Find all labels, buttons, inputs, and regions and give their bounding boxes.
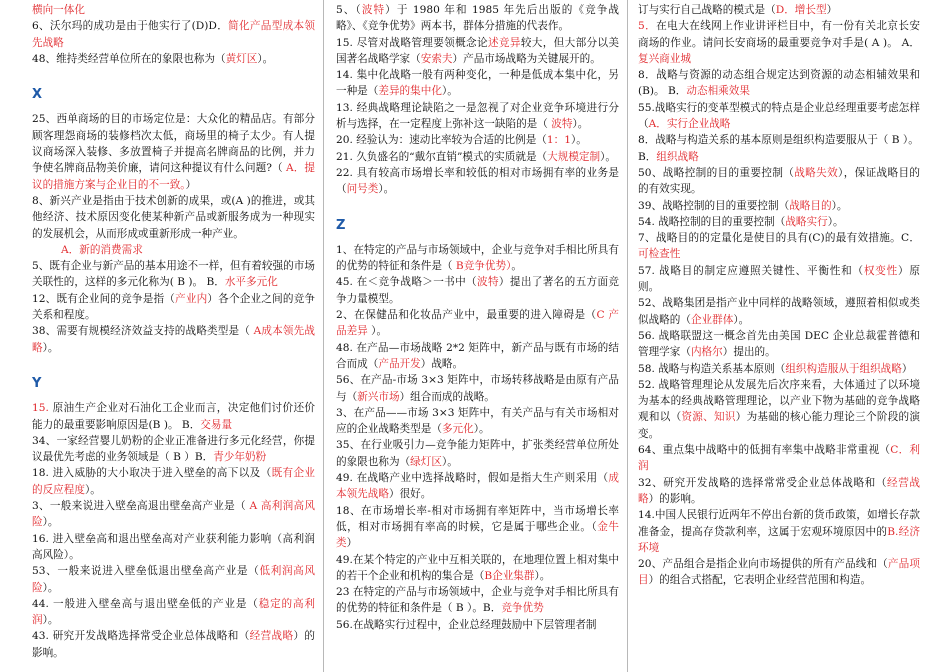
- question-item: [638, 214, 920, 230]
- answer-text: 战略实行: [785, 215, 828, 228]
- answer-text: 多元化: [441, 423, 474, 436]
- question-item: [336, 100, 619, 133]
- question-text: 12、既有企业间的竞争是指（: [32, 292, 176, 305]
- question-item: [638, 507, 920, 556]
- question-text: 54. 战略控制的目的重要控制（: [638, 215, 786, 228]
- question-text: ）于 1980 年和 1985 年先后出版的《竞争战略》、《竞争优势》两本书，群体分措施的代表作。: [336, 4, 619, 33]
- question-item: [336, 242, 619, 275]
- question-item: [638, 2, 920, 18]
- section-letter-heading: Y: [32, 375, 42, 391]
- column-divider-1: [323, 0, 324, 672]
- question-item: [32, 258, 315, 291]
- question-text: 50、战略控制的目的重要控制（: [638, 166, 795, 179]
- answer-text: A．新的消费需求: [61, 243, 143, 256]
- answer-text: 竞争优势: [501, 602, 544, 615]
- section-letter-heading: X: [32, 87, 43, 103]
- question-item: [336, 617, 619, 633]
- question-item: [638, 67, 920, 100]
- question-text: 1、在特定的产品与市场领域中，企业与竞争对手相比所具有的优势的特征和条件是（: [336, 243, 619, 273]
- question-item: [638, 132, 920, 148]
- question-text: 49.在某个特定的产业中互相关联的，在地理位置上相对集中的若干个企业和机构的集合是（: [336, 553, 619, 582]
- question-text: 14. 集中化战略一般有两种变化，一种是低成本集中化，另一种是（: [336, 69, 619, 98]
- question-item: [336, 67, 619, 100]
- question-text: ）组合而成的战略。: [399, 390, 495, 403]
- question-item: [638, 263, 920, 296]
- question-item: [336, 149, 619, 165]
- answer-text: 横向一体化: [32, 4, 85, 16]
- question-item: [638, 442, 920, 475]
- answer-text: 水平多元化: [224, 276, 278, 289]
- question-text: 57. 战略目的制定应遵照关键性、平衡性和（: [638, 264, 864, 277]
- question-item: [638, 18, 920, 67]
- answer-text: 波特: [361, 4, 386, 16]
- question-item: [336, 552, 619, 585]
- question-item: [638, 556, 920, 589]
- question-text: 23 在特定的产品与市场领域中，企业与竞争对手相比所具有的优势的特征和条件是（ B ）。B．: [336, 586, 619, 615]
- question-item: [638, 230, 920, 263]
- question-item: [32, 531, 315, 564]
- answer-text: 既有企业的反应程度: [32, 467, 316, 496]
- answer-text: A．提议的措施方案与企业目的不一致。: [32, 162, 315, 191]
- question-text: ）很好。: [388, 488, 432, 501]
- question-text: 64、重点集中战略中的低拥有率集中战略非常重视（: [638, 444, 891, 457]
- question-text: 52. 战略管理理论从发展先后次序来看，大体通过了以环境为基本的经典战略管理理论，以产业下物为基础的竞争战略观和以（: [638, 378, 920, 424]
- question-text: 3、在产品——市场 3×3 矩阵中，有关产品与有关市场相对应的企业战略类型是（: [336, 406, 619, 436]
- question-text: 16. 进入壁垒高和退出壁垒高对产业获利能力影响（高利润高风险）。: [32, 532, 315, 561]
- text-column-3: [638, 2, 920, 589]
- question-text: ）的影响。: [648, 492, 702, 505]
- answer-text: 产品项目: [638, 558, 920, 587]
- question-item: [32, 465, 315, 498]
- answer-text: A．实行企业战略: [648, 118, 731, 131]
- answer-text: 述竞异: [487, 36, 521, 49]
- question-text: 13. 经典战略理论缺陷之一是忽视了对企业竞争环境进行分析与选择，在一定程度上弥补这一缺陷的是（: [336, 101, 619, 131]
- spacer: [32, 356, 315, 376]
- question-text: 15. 尽管对战略管理要领概念论: [336, 36, 488, 49]
- answer-text: 内格尔: [690, 346, 723, 359]
- question-text: 14.中国人民银行近两年不停出台新的货币政策，如增长存款准备金，提高存贷款利率，这属于宏观环境原因中的: [638, 509, 920, 538]
- question-text: 32、研究开发战略的选择常常受企业总体战略和（: [638, 476, 888, 489]
- question-text: ）提出的。: [722, 346, 776, 359]
- answer-text: 经营战略: [638, 476, 921, 505]
- question-text: ）。: [441, 455, 458, 468]
- spacer: [32, 67, 315, 87]
- question-item: [32, 498, 315, 531]
- answer-text: 问号类: [346, 183, 379, 196]
- question-item: [336, 437, 619, 470]
- question-text: ）: [901, 362, 913, 375]
- question-item: [32, 51, 315, 67]
- answer-text: D．增长型: [775, 4, 827, 16]
- question-text: 35、在行业吸引力—竞争能力矩阵中，扩张类经营单位所处的象限也称为（: [336, 439, 619, 468]
- question-text: ）。: [441, 85, 458, 98]
- answer-text: A 高利润高风险: [32, 500, 315, 529]
- question-item: [336, 132, 619, 148]
- question-text: 。: [511, 260, 522, 273]
- column-divider-2: [627, 0, 628, 672]
- section-letter-heading: Z: [336, 217, 346, 233]
- answer-text: 动态相乘效果: [686, 85, 750, 98]
- question-item: [32, 563, 315, 596]
- answer-text: 安索夫: [420, 52, 453, 65]
- answer-text: 新兴市场: [357, 390, 400, 403]
- question-text: ）原则。: [638, 264, 921, 294]
- question-text: 56. 战略联盟这一概念首先由美国 DEC 企业总裁霍普德和管理学家（: [638, 329, 920, 359]
- question-text: 48、维持类经营单位所在的象限也称为（: [32, 52, 226, 65]
- answer-text: 差异的集中化: [378, 85, 442, 98]
- spacer: [336, 234, 619, 242]
- question-text: 44. 一般进入壁垒高与退出壁垒低的产业是（: [32, 597, 259, 610]
- question-text: 56、在产品-市场 3×3 矩阵中，市场转移战略是由原有产品与（: [336, 374, 619, 403]
- question-text: 38、需要有规模经济效益支持的战略类型是（: [32, 325, 254, 338]
- question-text: 8．战略与资源的动态组合规定达到资源的动态相辅效果和(B)。 B．: [638, 69, 920, 98]
- question-text: 在电大在线网上作业讲评栏目中，有一份有关北京长安商场的作业。请问长安商场的最重要竞争对手是( A )。 A．: [638, 20, 920, 49]
- question-text: 原油生产企业对石油化工企业而言，决定他们讨价还价能力的最重要影响原因是(B )。 B．: [32, 402, 315, 431]
- question-text: ）。: [600, 150, 616, 163]
- answer-text: 波特: [551, 118, 573, 131]
- question-text: ）。: [378, 183, 395, 196]
- answer-text: 金牛类: [336, 520, 619, 550]
- answer-text: 简化产品型成本领先战略: [32, 20, 316, 49]
- spacer: [32, 392, 315, 400]
- question-text: 7、战略目的的定量化是使目的具有(C)的最有效措施。C．: [638, 232, 920, 245]
- answer-text: 成本领先战略: [336, 472, 619, 501]
- question-text: ）产品市场战略为关键展开的。: [452, 52, 601, 65]
- answer-text: C．利润: [638, 444, 921, 473]
- question-text: 25、西单商场的目的市场定位是：大众化的精品店。有部分顾客理怨商场的装修档次太低，商场里的椅子太少。有人提议商场深入装修、多放置椅子并提高名牌商品的比例，并力争使名牌商品物美价廉，请问这种提议有什么问题?（: [32, 113, 315, 175]
- question-text: 55.战略实行的变革型模式的特点是企业总经理重要考虑怎样（: [638, 101, 920, 131]
- question-text: 20、产品组合是指企业向市场提供的所有产品线和（: [638, 558, 888, 571]
- question-text: 6、沃尔玛的成功是由于他实行了(D)D．: [32, 20, 229, 33]
- question-item: [638, 100, 920, 133]
- question-text: ）为基础的核心能力理论三个阶段的演变。: [638, 411, 921, 440]
- answer-text: 绿灯区: [410, 455, 442, 468]
- answer-text: 稳定的高利润: [32, 597, 315, 627]
- question-text: ）各个企业之间的竞争关系和程度。: [32, 292, 316, 322]
- question-item: [336, 307, 619, 340]
- answer-text: B.经济环境: [638, 525, 921, 554]
- question-text: ）: [826, 4, 838, 16]
- question-item: [336, 584, 619, 617]
- answer-text: 产品开发: [378, 357, 421, 370]
- question-item: [336, 372, 619, 405]
- answer-text: 低利润高风险: [32, 565, 315, 594]
- question-text: 8．战略与构造关系的基本原则是组织构造要服从于（ B ）。: [638, 134, 919, 147]
- answer-text: 波特: [477, 276, 499, 289]
- question-item: [336, 470, 619, 503]
- question-item: [32, 2, 315, 18]
- answer-text: 战略目的: [789, 199, 832, 212]
- question-text: ）的影响。: [32, 630, 315, 659]
- text-column-2: [336, 2, 619, 633]
- question-text: 43. 研究开发战略选择常受企业总体战略和（: [32, 630, 250, 643]
- question-item: [638, 165, 920, 198]
- question-text: 56.在战略实行过程中，企业总经理鼓励中下层管理者制: [336, 618, 597, 631]
- question-item: [336, 165, 619, 198]
- question-item: [32, 596, 315, 629]
- spacer: [336, 198, 619, 218]
- question-text: ）。: [84, 483, 101, 496]
- question-item: [336, 2, 619, 35]
- question-text: ）提出了著名的五方面竞争力量模型。: [336, 276, 620, 305]
- question-item: [336, 405, 619, 438]
- answer-text: 1：1: [546, 134, 571, 147]
- question-text: ）。: [831, 199, 848, 212]
- answer-text: 战略失效: [794, 166, 839, 179]
- question-text: ）。: [473, 423, 490, 436]
- question-item: [32, 242, 315, 258]
- answer-text: 可检查性: [638, 248, 681, 261]
- question-item: [336, 503, 619, 552]
- answer-text: 交易量: [200, 418, 233, 431]
- question-text: 49. 在战略产业中选择战略时，假如是指大生产则采用（: [336, 472, 609, 485]
- answer-text: 企业群体: [690, 313, 734, 326]
- question-item: [638, 198, 920, 214]
- question-text: 订与实行自己战略的模式是（: [638, 4, 776, 16]
- answer-text: 黄灯区: [225, 52, 258, 65]
- answer-text: B竞争优势）: [455, 260, 512, 273]
- question-text: ）。: [257, 52, 274, 65]
- question-text: 5、既有企业与新产品的基本用途不一样，但有着较强的市场关联性的，这样的多元化称为( B )。 B．: [32, 260, 315, 289]
- answer-text: B企业集群: [484, 569, 535, 582]
- question-text: 39、战略控制的目的重要控制（: [638, 199, 790, 212]
- answer-text: 青少年奶粉: [213, 451, 267, 464]
- question-item: [32, 291, 315, 324]
- question-text: ）。: [42, 516, 59, 529]
- question-text: 21. 久负盛名的“戴尔直销”模式的实质就是（: [336, 150, 548, 163]
- question-text: 22. 具有较高市场增长率和较低的相对市场拥有率的业务是（: [336, 166, 619, 196]
- question-item: [638, 377, 920, 442]
- question-item: [336, 340, 619, 373]
- question-text: 较大，但大部分以美国著名战略学家（: [336, 36, 620, 65]
- question-text: ）。: [572, 118, 589, 131]
- question-text: ）。: [42, 581, 59, 594]
- question-text: ）战略。: [420, 357, 464, 370]
- question-item: [638, 475, 920, 508]
- question-item: [32, 433, 315, 466]
- question-item: [638, 295, 920, 328]
- answer-text: 大规模定制: [547, 150, 601, 163]
- answer-text: 资源、知识: [681, 411, 736, 424]
- question-text: 53、一般来说进入壁垒低退出壁垒高产业是（: [32, 565, 260, 578]
- question-item: [638, 361, 920, 377]
- question-text: ）。: [827, 215, 844, 228]
- answer-text: 组织战略: [656, 150, 699, 163]
- question-text: 18、在市场增长率-相对市场拥有率矩阵中，当市场增长率低，相对市场拥有率高的时候，它是属于哪些企业。（: [336, 504, 619, 533]
- answer-text: 产业内: [175, 292, 208, 305]
- answer-text: 组织构造服从于组织战略: [785, 362, 902, 375]
- question-item: [32, 193, 315, 242]
- question-text: 52、战略集团是指产业中同样的战略领域，遵照着相似或类似战略的（: [638, 297, 920, 326]
- question-text: 2、在保健品和化妆品产业中，最重要的进入障碍是（: [336, 309, 597, 322]
- question-item: [336, 274, 619, 307]
- question-text: ）。: [42, 341, 59, 354]
- question-text: ）。: [534, 569, 551, 582]
- question-item: [336, 35, 619, 68]
- answer-text: C 产品差异: [336, 309, 619, 338]
- question-text: ），保证战略目的的有效实现。: [638, 166, 921, 196]
- answer-text: 复兴商业城: [638, 52, 691, 65]
- question-text: 34、一家经营婴儿奶粉的企业正准备进行多元化经营，你提议最优先考虑的业务领域是（ B ）B．: [32, 434, 315, 464]
- question-item: [32, 18, 315, 51]
- question-item: [638, 149, 920, 165]
- question-text: 48. 在产品—市场战略 2*2 矩阵中，新产品与既有市场的结合而成（: [336, 341, 619, 370]
- spacer: [32, 103, 315, 111]
- question-text: ）的组合式搭配，它表明企业经营范围和构造。: [648, 574, 872, 587]
- question-text: ）。: [733, 313, 750, 326]
- question-text: B．: [638, 150, 657, 163]
- question-text: 45. 在＜竞争战略＞一书中（: [336, 276, 478, 289]
- question-text: 3、一般来说进入壁垒高退出壁垒高产业是（: [32, 500, 250, 513]
- text-column-1: [32, 2, 315, 661]
- question-text: 18. 进入威胁的大小取决于进入壁垒的高下以及（: [32, 467, 272, 480]
- question-text: ）: [346, 537, 358, 550]
- answer-text: 15.: [32, 402, 49, 415]
- question-item: [32, 111, 315, 192]
- question-text: ）。: [570, 134, 587, 147]
- question-text: ）。: [371, 325, 388, 338]
- answer-text: A成本领先战略: [32, 325, 315, 354]
- question-item: [638, 328, 920, 361]
- question-text: 8、新兴产业是指由于技术创新的成果，或(A )的推进，或其他经济、技术原因变化使某种新产品或新服务成为一种现实的发展机会，从而形成或重新形成一种产业。: [32, 194, 315, 240]
- question-item: [32, 400, 315, 433]
- question-text: 20. 经验认为：速动比率较为合适的比例是（: [336, 134, 547, 147]
- question-item: [32, 628, 315, 661]
- answer-text: 5．: [638, 20, 657, 33]
- question-text: ）: [185, 178, 197, 191]
- question-item: [32, 323, 315, 356]
- question-text: 5、（: [336, 4, 362, 16]
- question-text: 58. 战略与构造关系基本原则（: [638, 362, 786, 375]
- answer-text: 经营战略: [249, 630, 294, 643]
- answer-text: 权变性: [863, 264, 899, 277]
- question-text: ）。: [42, 614, 59, 627]
